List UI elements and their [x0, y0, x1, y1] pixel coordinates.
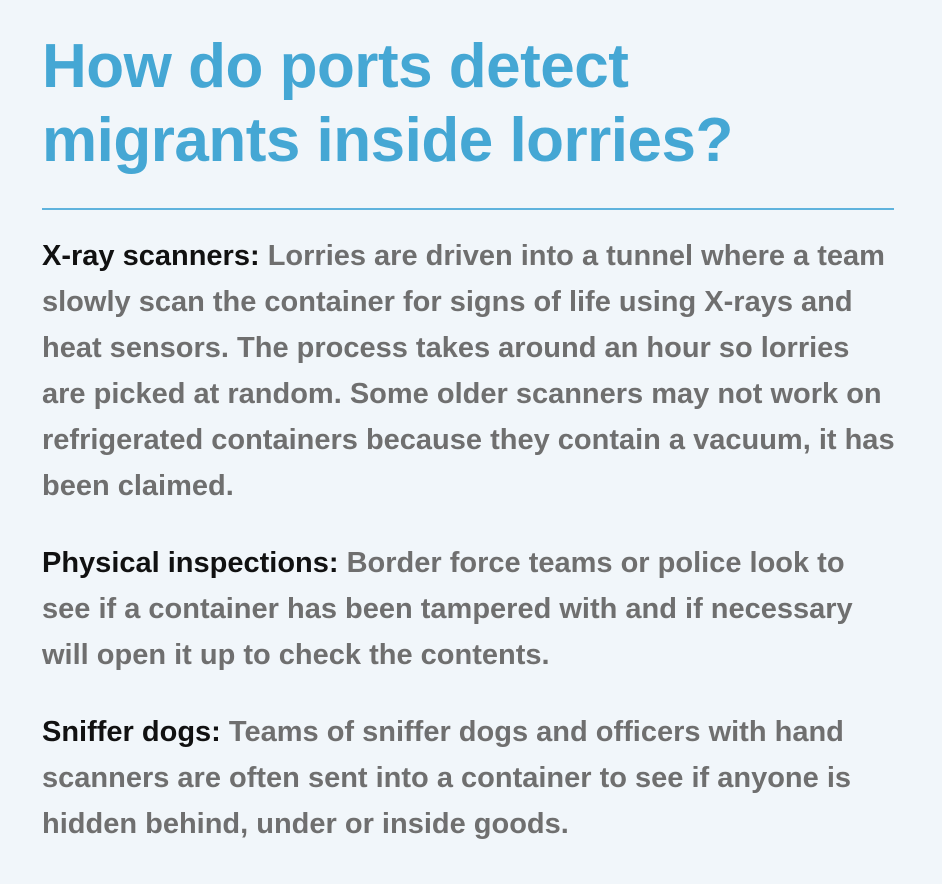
divider-rule — [42, 208, 894, 210]
method-label: Sniffer dogs: — [42, 716, 221, 748]
detection-methods-list — [42, 233, 900, 847]
headline-line-1: How do ports detect — [42, 32, 629, 101]
method-description: Teams of sniffer dogs and officers with hand scanners are often sent into a container to see if anyone is hidden behind, under or inside goods. — [42, 716, 852, 840]
headline — [42, 30, 900, 178]
method-physical-inspections — [42, 540, 900, 678]
headline-line-2: migrants inside lorries? — [42, 106, 733, 175]
method-label: Physical inspections: — [42, 547, 339, 579]
method-sniffer-dogs — [42, 709, 900, 847]
method-label: X-ray scanners: — [42, 240, 260, 272]
method-xray-scanners — [42, 233, 900, 509]
method-description: Border force teams or police look to see if a container has been tampered with and if necessary will open it up to check the contents. — [42, 547, 853, 671]
method-description: Lorries are driven into a tunnel where a team slowly scan the container for signs of life using X-rays and heat sensors. The process takes around an hour so lorries are picked at random. Some older scanners may not work on refrigerated containers because they contain a vacuum, it has been claimed. — [42, 240, 895, 502]
